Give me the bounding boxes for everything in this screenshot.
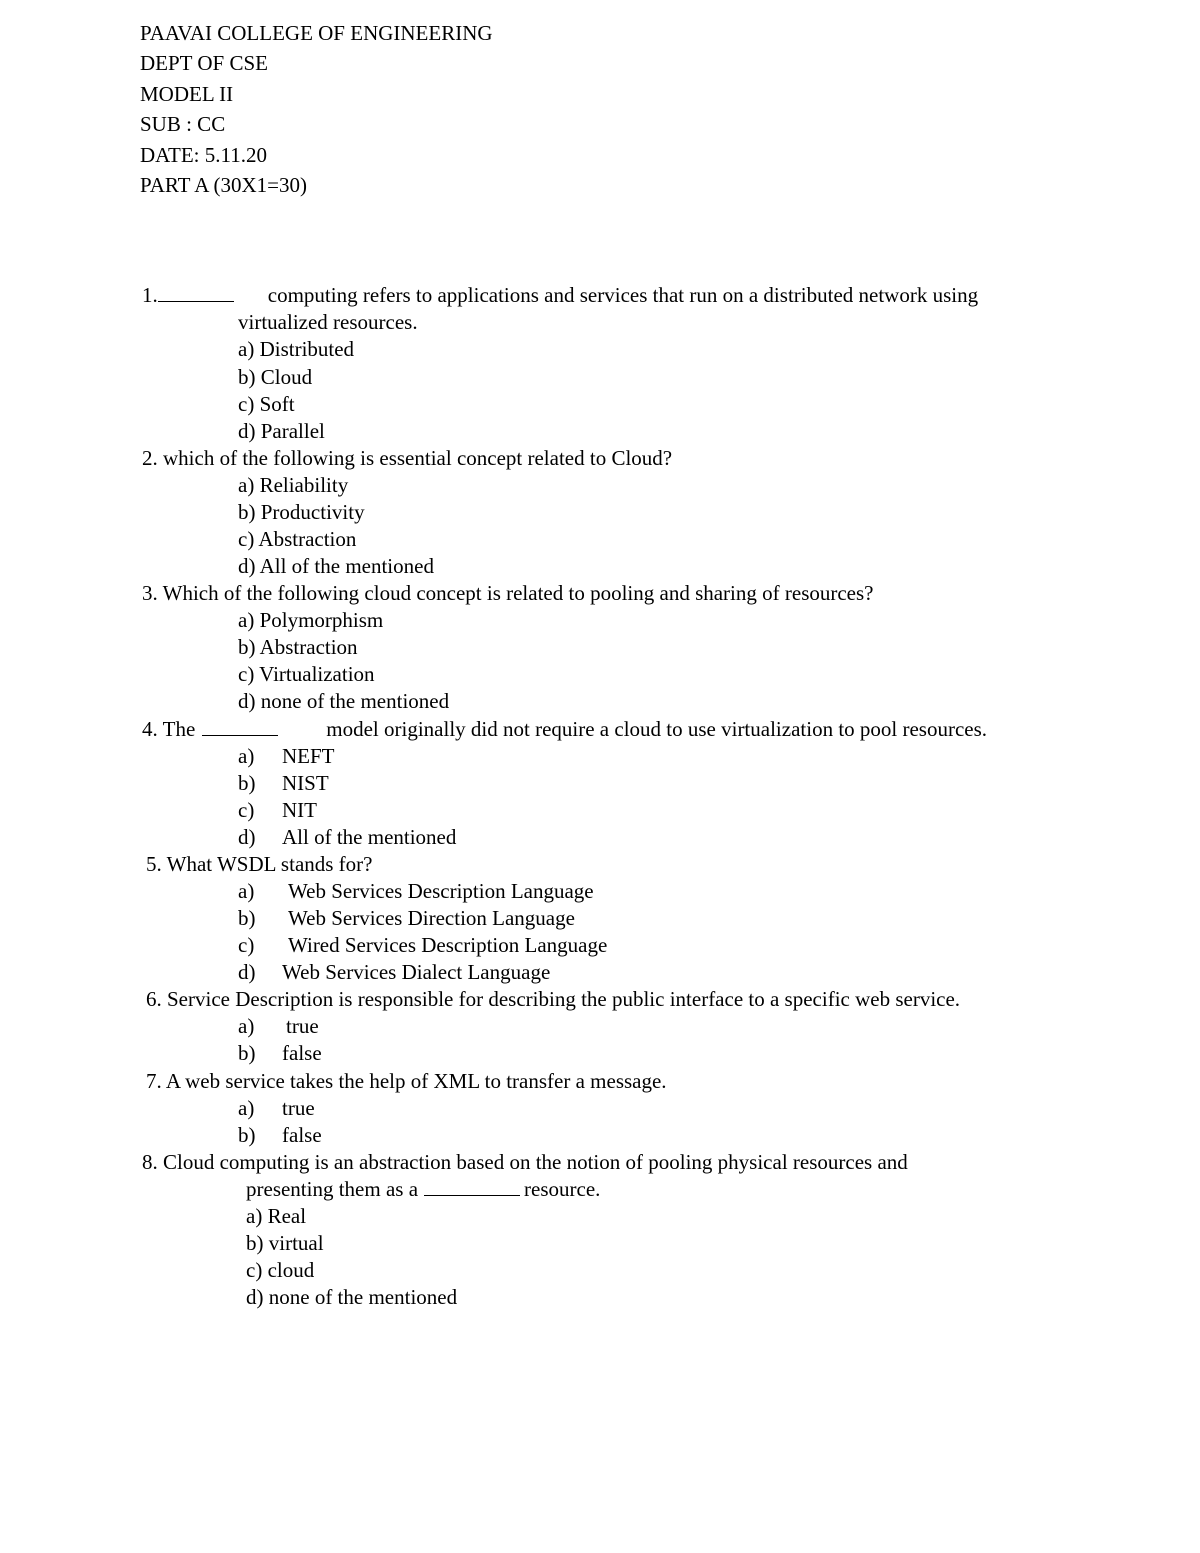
fill-blank xyxy=(424,1178,520,1196)
question-5-option-d: d) Web Services Dialect Language xyxy=(238,960,551,984)
question-3-option-a: a) Polymorphism xyxy=(238,608,384,632)
question-8-text-cont: presenting them as a resource. xyxy=(246,1177,601,1201)
department: DEPT OF CSE xyxy=(140,51,268,76)
question-4-option-b: b) NIST xyxy=(238,771,329,795)
question-1-option-a: a) Distributed xyxy=(238,337,355,361)
question-8-option-a: a) Real xyxy=(246,1204,307,1228)
question-1-option-b: b) Cloud xyxy=(238,365,313,389)
exam-header xyxy=(140,18,493,200)
fill-blank xyxy=(202,718,278,736)
exam-title: MODEL II xyxy=(140,81,234,106)
question-5-option-b: b) Web Services Direction Language xyxy=(238,906,575,930)
question-6-option-b: b) false xyxy=(238,1041,322,1065)
question-2-text: 2. which of the following is essential concept related to Cloud? xyxy=(142,446,673,470)
question-7-option-a: a) true xyxy=(238,1096,315,1120)
question-8-option-b: b) virtual xyxy=(246,1231,324,1255)
question-4-option-a: a) NEFT xyxy=(238,744,335,768)
question-1-text-cont: virtualized resources. xyxy=(238,310,418,334)
question-6-option-a: a) true xyxy=(238,1014,319,1038)
question-4-text: 4. The model originally did not require a cloud to use virtualization to pool resources. xyxy=(142,717,988,741)
question-6-text: 6. Service Description is responsible for describing the public interface to a specific web service. xyxy=(146,987,961,1011)
college-name: PAAVAI COLLEGE OF ENGINEERING xyxy=(140,21,493,45)
question-3-option-b: b) Abstraction xyxy=(238,635,358,659)
question-2-option-d: d) All of the mentioned xyxy=(238,554,434,578)
question-5-option-a: a) Web Services Description Language xyxy=(238,879,594,903)
exam-date: DATE: 5.11.20 xyxy=(140,142,267,167)
question-1-text: 1. computing refers to applications and services that run on a distributed network using xyxy=(142,283,979,307)
question-2-option-a: a) Reliability xyxy=(238,473,349,497)
fill-blank xyxy=(158,284,234,302)
question-8-text: 8. Cloud computing is an abstraction based on the notion of pooling physical resources and xyxy=(142,1150,908,1174)
question-2-option-c: c) Abstraction xyxy=(238,527,357,551)
question-8-option-d: d) none of the mentioned xyxy=(246,1285,458,1309)
question-1-option-d: d) Parallel xyxy=(238,419,325,443)
question-7-text: 7. A web service takes the help of XML to transfer a message. xyxy=(146,1069,667,1093)
question-5-text: 5. What WSDL stands for? xyxy=(146,852,373,876)
question-4-option-c: c) NIT xyxy=(238,798,317,822)
question-3-option-c: c) Virtualization xyxy=(238,662,375,686)
question-7-option-b: b) false xyxy=(238,1123,322,1147)
question-4-option-d: d) All of the mentioned xyxy=(238,825,457,849)
question-5-option-c: c) Wired Services Description Language xyxy=(238,933,608,957)
subject: SUB : CC xyxy=(140,112,226,137)
question-3-option-d: d) none of the mentioned xyxy=(238,689,450,713)
part-heading: PART A (30X1=30) xyxy=(140,173,307,198)
question-3-text: 3. Which of the following cloud concept is related to pooling and sharing of resources? xyxy=(142,581,874,605)
question-1-option-c: c) Soft xyxy=(238,392,295,416)
question-8-option-c: c) cloud xyxy=(246,1258,315,1282)
question-2-option-b: b) Productivity xyxy=(238,500,365,524)
